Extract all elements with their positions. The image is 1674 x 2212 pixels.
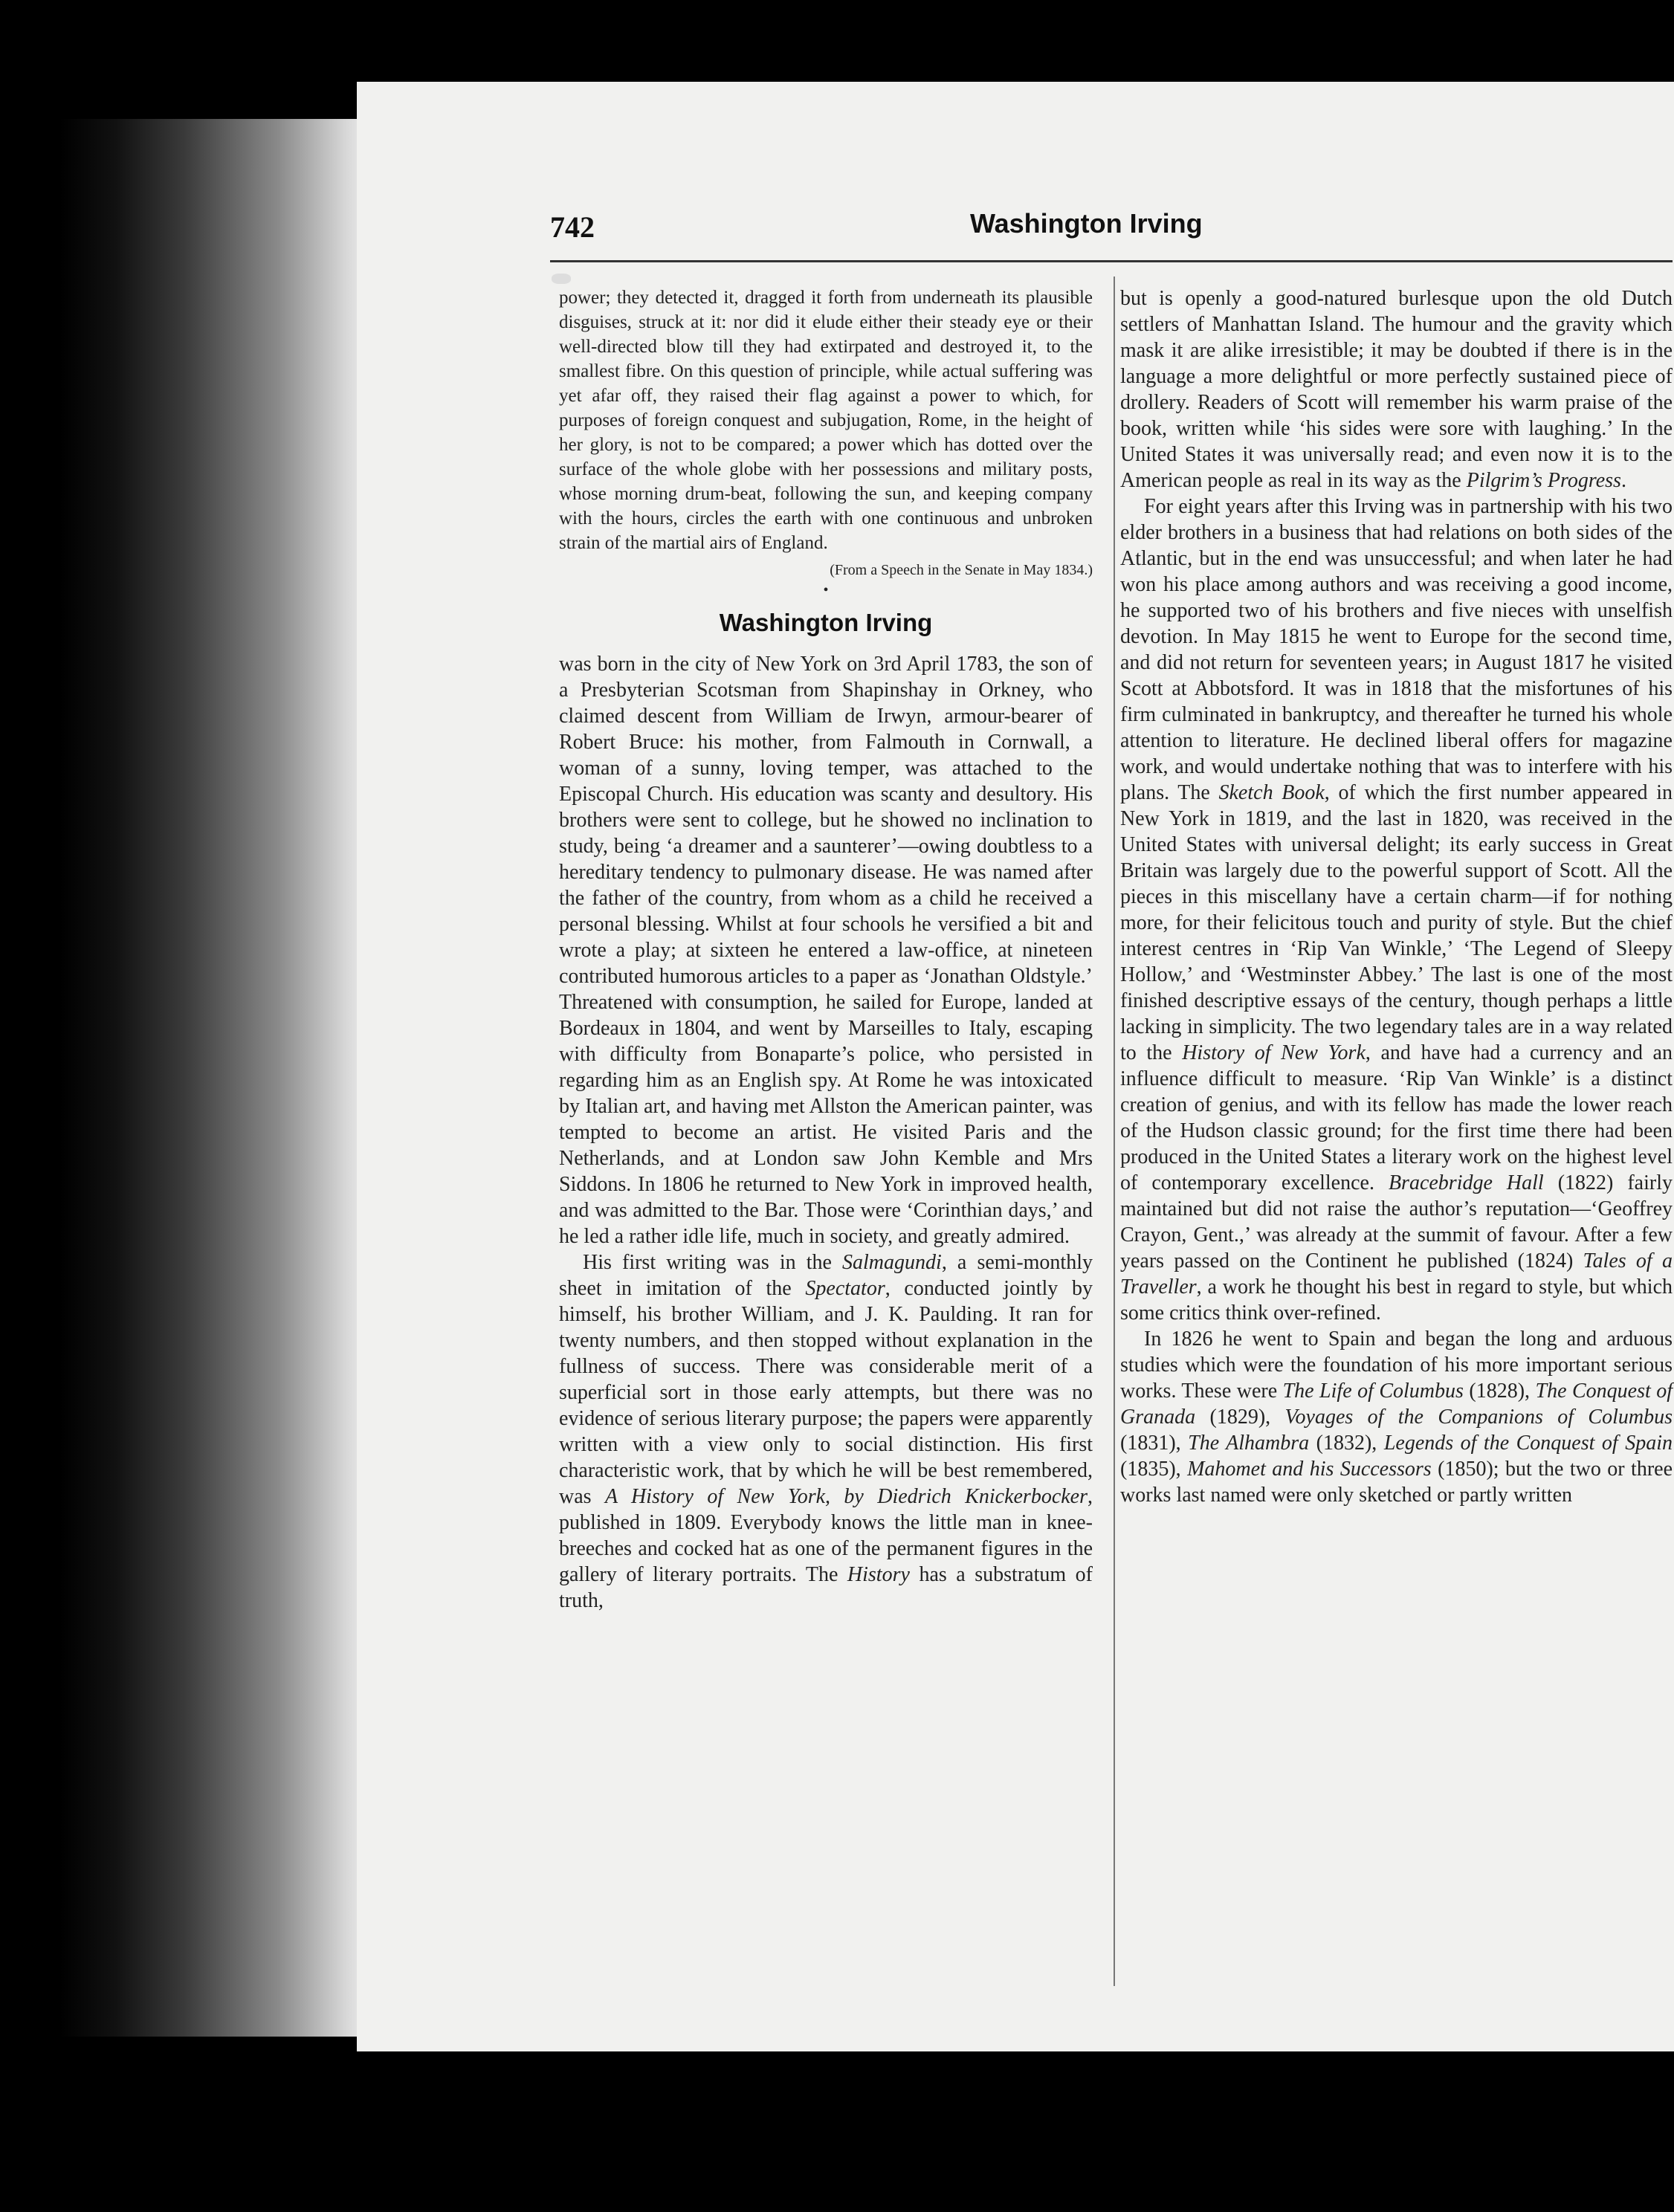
work-title: History of New York bbox=[1182, 1041, 1366, 1064]
work-title: Mahomet and his Successors bbox=[1187, 1458, 1432, 1481]
work-title: Tales of a Traveller bbox=[1120, 1249, 1673, 1299]
paragraph-partnership: For eight years after this Irving was in partnership with his two elder brothers in a business that had relations on both sides of the Atlantic, but in the end was unsuccessful; and when later he had won his place among authors and was receiving a good income, he supported two of his brothers and five nieces with unselfish devotion. In May 1815 he went to Europe for the second time, and did not return for seventeen years; in August 1817 he visited Scott at Abbotsford. It was in 1818 that the misfortunes of his firm culminated in bankruptcy, and thereafter he turned his whole attention to literature. He declined liberal offers for magazine work, and would undertake nothing that was to interfere with his plans. The Sketch Book, of which the first number appeared in New York in 1819, and the last in 1820, was received in the United States with universal delight; its early success in Great Britain was largely due to the powerful support of Scott. All the pieces in this miscellany have a certain charm—if for nothing more, for their felicitous touch and purity of style. But the chief interest centres in ‘Rip Van Winkle,’ ‘The Legend of Sleepy Hollow,’ and ‘Westminster Abbey.’ The last is one of the most finished descriptive essays of the century, though perhaps a little lacking in simplicity. The two legendary tales are in a way related to the History of New York, and have had a currency and an influence difficult to measure. ‘Rip Van Winkle’ is a distinct creation of genius, and with its fellow has made the lower reach of the Hudson classic ground; for the first time there had been produced in the United States a literary work on the highest level of contemporary excellence. Bracebridge Hall (1822) fairly maintained but did not raise the author’s reputation—‘Geoffrey Crayon, Gent.,’ was already at the summit of favour. After a few years passed on the Continent he published (1824) Tales of a Traveller, a work he thought his best in regard to style, but which some critics think over-refined. bbox=[1120, 495, 1673, 1325]
work-title: The Alhambra bbox=[1188, 1432, 1310, 1455]
work-title: A History of New York, by Diedrich Knickerbocker bbox=[604, 1485, 1088, 1508]
work-title: Spectator bbox=[805, 1277, 885, 1300]
work-title: Salmagundi bbox=[842, 1251, 942, 1274]
work-title: Pilgrim’s Progress bbox=[1466, 469, 1621, 492]
running-title: Washington Irving bbox=[970, 208, 1203, 239]
work-title: Sketch Book bbox=[1218, 781, 1325, 804]
work-title: The Conquest of Granada bbox=[1120, 1380, 1673, 1429]
page-number: 742 bbox=[550, 210, 595, 244]
work-title: The Life of Columbus bbox=[1282, 1380, 1464, 1403]
paragraph-history-continued: but is openly a good-natured burlesque upon the old Dutch settlers of Manhattan Island. The humour and the gravity which mask it are alike irresistible; it may be doubted if there is in the language a more delightful or more perfectly sustained piece of drollery. Readers of Scott will remember his warm praise of the book, written while ‘his sides were sore with laughing.’ In the United States it was universally read; and even now it is to the American people as real in its way as the Pilgrim’s Progress. bbox=[1120, 287, 1673, 492]
column-rule bbox=[1114, 276, 1115, 1986]
speech-excerpt bbox=[559, 285, 1093, 583]
paragraph-spain: In 1826 he went to Spain and began the long and arduous studies which were the foundation of his more important serious works. These were The Life of Columbus (1828), The Conquest of Granada (1829), Voyages of the Companions of Columbus (1831), The Alhambra (1832), Legends of the Conquest of Spain (1835), Mahomet and his Successors (1850); but the two or three works last named were only sketched or partly written bbox=[1120, 1327, 1673, 1507]
right-column bbox=[1120, 285, 1673, 1508]
header-rule bbox=[550, 260, 1673, 262]
speech-source: (From a Speech in the Senate in May 1834.) bbox=[830, 562, 1093, 578]
left-column bbox=[559, 285, 1093, 1614]
speech-text: power; they detected it, dragged it forth from underneath its plausible disguises, struck at it: nor did it elude either their steady eye or their well-directed blow till they had extirpated and destroyed it, to the smallest fibre. On this question of principle, while actual suffering was yet afar off, they raised their flag against a power to which, for purposes of foreign conquest and subjugation, Rome, in the height of her glory, is not to be compared; a power which has dotted over the surface of the whole globe with her possessions and military posts, whose morning drum-beat, following the sun, and keeping company with the hours, circles the earth with one continuous and unbroken strain of the martial airs of England. bbox=[559, 288, 1093, 553]
article-title: Washington Irving bbox=[719, 609, 933, 636]
work-title: Bracebridge Hall bbox=[1388, 1171, 1544, 1194]
scan-speck bbox=[552, 274, 571, 284]
work-title: Voyages of the Companions of Columbus bbox=[1284, 1406, 1673, 1429]
paragraph-biography: was born in the city of New York on 3rd April 1783, the son of a Presbyterian Scotsman from Shapinshay in Orkney, who claimed descent from William de Irwyn, armour-bearer of Robert Bruce: his mother, from Falmouth in Cornwall, a woman of a sunny, loving temper, was attached to the Episcopal Church. His education was scanty and desultory. His brothers were sent to college, but he showed no inclination to study, being ‘a dreamer and a saunterer’—owing doubtless to a hereditary tendency to pulmonary disease. He was named after the father of the country, from whom as a child he received a personal blessing. Whilst at four schools he versified a bit and wrote a play; at sixteen he entered a law-office, at nineteen contributed humorous articles to a paper as ‘Jonathan Oldstyle.’ Threatened with consumption, he sailed for Europe, landed at Bordeaux in 1804, and went by Marseilles to Italy, escaping with difficulty from Bonaparte’s police, who persisted in regarding him as an English spy. At Rome he was intoxicated by Italian art, and having met Allston the American painter, was tempted to become an artist. He visited Paris and the Netherlands, and at London saw John Kemble and Mrs Siddons. In 1806 he returned to New York in improved health, and was admitted to the Bar. Those were ‘Corinthian days,’ and he led a rather idle life, much in society, and greatly admired. bbox=[559, 653, 1093, 1248]
work-title: Legends of the Conquest of Spain bbox=[1383, 1432, 1673, 1455]
book-gutter-shadow bbox=[59, 119, 372, 2037]
work-title: History bbox=[847, 1563, 910, 1586]
section-ornament: • bbox=[823, 582, 829, 598]
paragraph-first-writing: His first writing was in the Salmagundi, a semi-monthly sheet in imitation of the Spectator, conducted jointly by himself, his brother William, and J. K. Paulding. It ran for twenty numbers, and then stopped without explanation in the fullness of success. There was considerable merit of a superficial sort in those early attempts, but there was no evidence of serious literary purpose; the papers were apparently written with a view only to social distinction. His first characteristic work, that by which he will be best remembered, was A History of New York, by Diedrich Knickerbocker, published in 1809. Everybody knows the little man in knee-breeches and cocked hat as one of the permanent figures in the gallery of literary portraits. The History has a substratum of truth, bbox=[559, 1251, 1093, 1612]
